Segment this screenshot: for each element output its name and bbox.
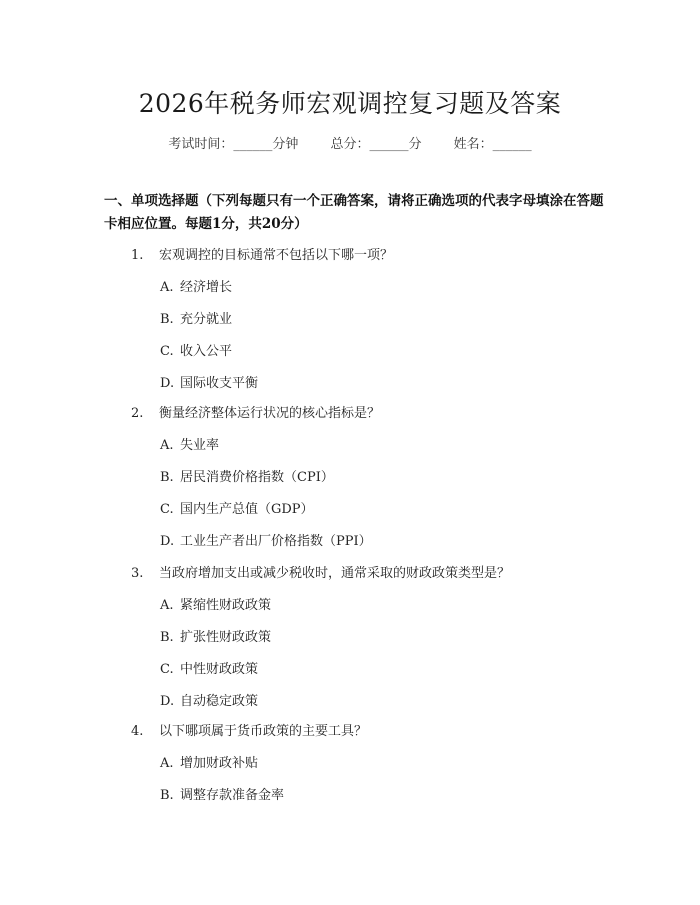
exam-meta — [0, 133, 700, 152]
option-2b — [160, 466, 334, 485]
question-1 — [131, 244, 393, 263]
option-text: 充分就业 — [180, 312, 233, 327]
question-number: 2. — [131, 406, 144, 421]
option-2d — [160, 530, 372, 549]
option-text: 自动稳定政策 — [180, 694, 259, 709]
document-title: 2026年税务师宏观调控复习题及答案 — [138, 89, 562, 118]
question-text: 当政府增加支出或减少税收时，通常采取的财政政策类型是？ — [159, 566, 511, 581]
question-text: 衡量经济整体运行状况的核心指标是？ — [159, 406, 381, 421]
option-letter: C. — [160, 344, 174, 359]
option-text: 收入公平 — [180, 344, 233, 359]
option-text: 工业生产者出厂价格指数（PPI） — [180, 534, 372, 549]
option-letter: B. — [160, 630, 174, 645]
option-letter: B. — [160, 312, 174, 327]
option-1b — [160, 308, 232, 327]
question-2 — [131, 402, 380, 421]
option-3c — [160, 658, 258, 677]
option-text: 中性财政政策 — [180, 662, 259, 677]
option-letter: C. — [160, 502, 174, 517]
question-number: 3. — [131, 566, 144, 581]
option-letter: B. — [160, 788, 174, 803]
option-3d — [160, 690, 258, 709]
option-letter: B. — [160, 470, 174, 485]
option-text: 国际收支平衡 — [180, 376, 259, 391]
option-text: 紧缩性财政政策 — [180, 598, 272, 613]
option-letter: D. — [160, 376, 175, 391]
option-letter: C. — [160, 662, 174, 677]
option-text: 增加财政补贴 — [180, 756, 259, 771]
option-3a — [160, 594, 271, 613]
option-text: 扩张性财政政策 — [180, 630, 272, 645]
question-text: 以下哪项属于货币政策的主要工具？ — [159, 724, 368, 739]
option-4a — [160, 752, 258, 771]
option-letter: A. — [160, 438, 174, 453]
section-heading: 一、单项选择题（下列每题只有一个正确答案，请将正确选项的代表字母填涂在答题卡相应位置。每题1分，共20分） — [104, 193, 604, 232]
question-text: 宏观调控的目标通常不包括以下哪一项？ — [159, 248, 394, 263]
option-letter: A. — [160, 280, 174, 295]
option-text: 居民消费价格指数（CPI） — [180, 470, 334, 485]
option-3b — [160, 626, 271, 645]
exam-score: 总分：______分 — [330, 137, 422, 152]
exam-time: 考试时间：______分钟 — [168, 137, 299, 152]
option-text: 失业率 — [180, 438, 220, 453]
option-letter: A. — [160, 756, 174, 771]
exam-name: 姓名：______ — [453, 137, 532, 152]
option-1c — [160, 340, 232, 359]
option-2c — [160, 498, 314, 517]
question-number: 1. — [131, 248, 144, 263]
option-4b — [160, 784, 284, 803]
option-text: 调整存款准备金率 — [180, 788, 285, 803]
option-letter: D. — [160, 694, 175, 709]
option-letter: D. — [160, 534, 175, 549]
option-text: 国内生产总值（GDP） — [180, 502, 314, 517]
option-1d — [160, 372, 258, 391]
option-1a — [160, 276, 232, 295]
question-number: 4. — [131, 724, 144, 739]
question-4 — [131, 720, 367, 739]
option-2a — [160, 434, 219, 453]
option-text: 经济增长 — [180, 280, 233, 295]
question-3 — [131, 562, 510, 581]
option-letter: A. — [160, 598, 174, 613]
